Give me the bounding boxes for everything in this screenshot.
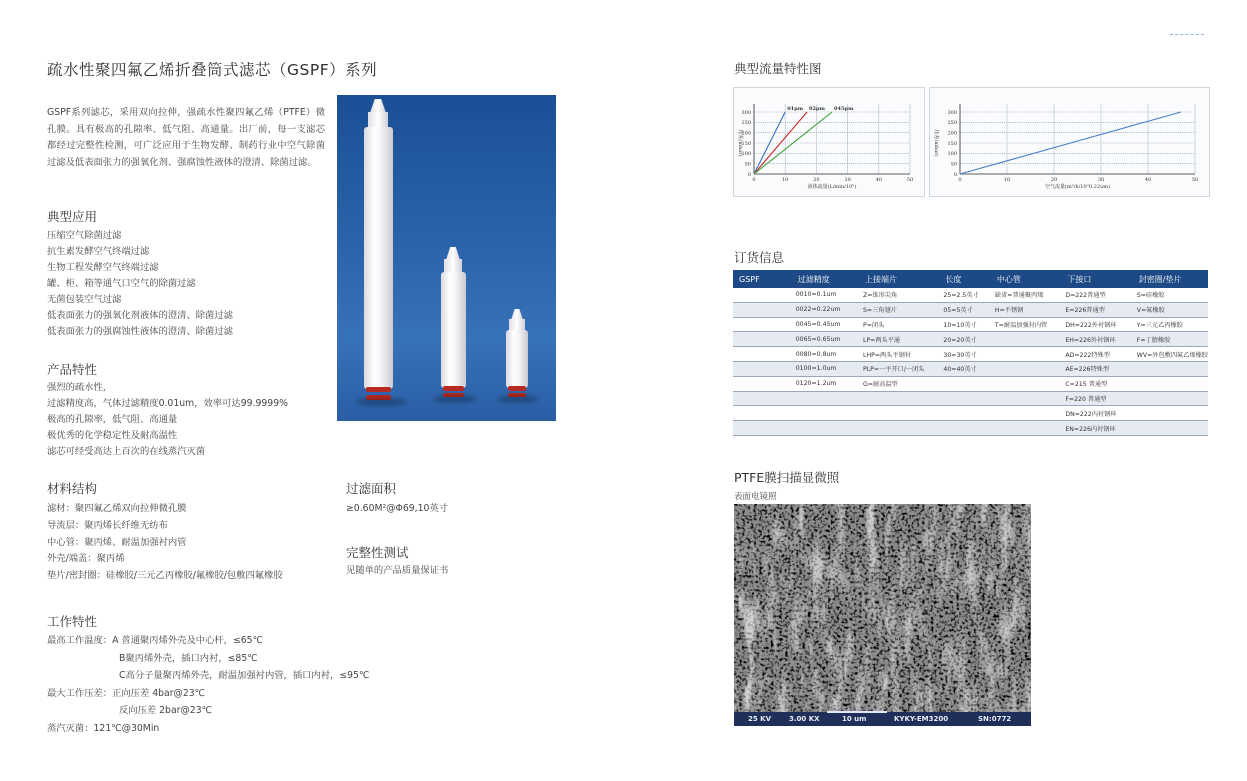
table-cell bbox=[991, 391, 1061, 406]
y-tick-label: 0 bbox=[953, 171, 957, 178]
table-cell bbox=[991, 421, 1061, 436]
x-tick-label: 50 bbox=[906, 177, 914, 183]
table-cell: 25=2.5英寸 bbox=[939, 288, 991, 302]
order-table-header bbox=[733, 270, 1208, 288]
table-cell bbox=[733, 288, 792, 302]
table-cell bbox=[733, 376, 792, 391]
table-cell: 0022=0.22um bbox=[792, 302, 859, 317]
table-cell: 10=10英寸 bbox=[939, 317, 991, 332]
list-item: C高分子量聚丙烯外壳，耐温加强衬内管，插口内衬，≤95℃ bbox=[119, 670, 370, 681]
table-cell bbox=[939, 391, 991, 406]
table-row bbox=[733, 376, 1208, 391]
table-cell bbox=[792, 391, 859, 406]
table-cell: 0080=0.8um bbox=[792, 347, 859, 362]
product-photo bbox=[337, 95, 556, 421]
list-item: 外壳/端盖：聚丙烯 bbox=[47, 553, 125, 565]
table-cell bbox=[733, 361, 792, 376]
table-cell: 05=5英寸 bbox=[939, 302, 991, 317]
table-row bbox=[733, 332, 1208, 347]
column-header: 中心管 bbox=[991, 270, 1061, 288]
table-cell bbox=[939, 421, 991, 436]
liquid-flow-chart-svg bbox=[734, 88, 924, 196]
table-cell: AE=226特殊型 bbox=[1061, 361, 1132, 376]
table-cell: T=耐温加强衬内管 bbox=[991, 317, 1061, 332]
table-cell: 0065=0.65um bbox=[792, 332, 859, 347]
x-tick-label: 30 bbox=[844, 177, 851, 183]
table-cell bbox=[792, 421, 859, 436]
integrity-heading: 完整性测试 bbox=[346, 545, 409, 560]
table-cell bbox=[733, 391, 792, 406]
x-tick-label: 40 bbox=[875, 177, 882, 183]
table-cell: Y=三元乙丙橡胶 bbox=[1133, 317, 1208, 332]
y-tick-label: 300 bbox=[741, 109, 751, 116]
table-cell bbox=[1133, 376, 1208, 391]
x-tick-label: 40 bbox=[1144, 177, 1152, 183]
table-cell: C=215 普通型 bbox=[1061, 376, 1132, 391]
list-item: 反向压差 2bar@23℃ bbox=[119, 705, 213, 716]
column-header: 过滤精度 bbox=[792, 270, 859, 288]
y-tick-label: 50 bbox=[744, 161, 751, 168]
y-tick-label: 150 bbox=[947, 140, 957, 147]
table-cell bbox=[991, 376, 1061, 391]
flow-heading: 典型流量特性图 bbox=[734, 61, 822, 76]
sem-texture bbox=[734, 504, 1031, 712]
page-title: 疏水性聚四氟乙烯折叠筒式滤芯（GSPF）系列 bbox=[47, 61, 378, 79]
integrity-value: 见随单的产品质量保证书 bbox=[346, 565, 449, 576]
x-tick-label: 20 bbox=[1050, 177, 1058, 183]
applications-heading: 典型应用 bbox=[47, 209, 98, 224]
list-item: 极高的孔隙率，低气阻、高通量 bbox=[47, 414, 178, 425]
large-cartridge bbox=[364, 127, 393, 389]
y-tick-label: 250 bbox=[947, 120, 957, 127]
list-item: 低表面张力的强氧化剂液体的澄清、除菌过滤 bbox=[47, 310, 233, 321]
filter-area-value: ≥0.60M²@Φ69,10英寸 bbox=[346, 503, 449, 514]
y-tick-label: 200 bbox=[741, 130, 751, 137]
column-header: 封密圈/垫片 bbox=[1133, 270, 1208, 288]
small-cartridge bbox=[506, 330, 528, 388]
table-cell: 0120=1.2um bbox=[792, 376, 859, 391]
table-row bbox=[733, 421, 1208, 436]
y-tick-label: 100 bbox=[741, 151, 751, 158]
table-cell bbox=[1133, 361, 1208, 376]
features-list bbox=[47, 380, 288, 460]
y-tick-label: 0 bbox=[747, 171, 751, 178]
table-cell: 20=20英寸 bbox=[939, 332, 991, 347]
list-item: 抗生素发酵空气终端过滤 bbox=[47, 246, 150, 257]
table-cell bbox=[733, 421, 792, 436]
table-cell: EH=226外衬钢环 bbox=[1061, 332, 1132, 347]
table-cell bbox=[733, 347, 792, 362]
list-item: 罐、柜、箱等通气口空气的除菌过滤 bbox=[47, 278, 196, 289]
air-flow-chart bbox=[929, 87, 1210, 197]
table-cell: 0100=1.0um bbox=[792, 361, 859, 376]
list-item: 最大工作压差：正向压差 4bar@23℃ bbox=[47, 687, 206, 699]
working-heading: 工作特性 bbox=[47, 614, 98, 629]
list-item: 生物工程发酵空气终端过滤 bbox=[47, 262, 159, 273]
list-item: 中心管：聚丙烯、耐温加强衬内管 bbox=[47, 536, 187, 548]
list-item: B聚丙烯外壳，插口内衬，≤85℃ bbox=[119, 652, 258, 664]
intro-paragraph: GSPF系列滤芯，采用双向拉伸，强疏水性聚四氟乙烯（PTFE）微孔膜。具有极高的孔隙率、低气阻、高通量。出厂前，每一支滤芯都经过完整性检测，可广泛应用于生物发酵、制药行业中空气除菌过滤及低表面张力的强氧化剂、强腐蚀性液体的澄清、除菌过滤。 bbox=[47, 107, 325, 168]
y-tick-label: 50 bbox=[950, 161, 957, 168]
table-cell: G=耐高温型 bbox=[859, 376, 939, 391]
x-tick-label: 10 bbox=[782, 177, 789, 183]
table-cell bbox=[733, 332, 792, 347]
sem-scale: 10 um bbox=[842, 715, 867, 723]
list-item: 垫片/密封圈：硅橡胶/三元乙丙橡胶/氟橡胶/包敷四氟橡胶 bbox=[47, 570, 283, 582]
table-cell bbox=[1133, 406, 1208, 421]
list-item: 强烈的疏水性， bbox=[47, 382, 113, 393]
table-cell bbox=[859, 391, 939, 406]
table-cell: WV=外包敷四氟乙烯橡胶 bbox=[1133, 347, 1208, 362]
sem-serial: SN:0772 bbox=[978, 715, 1012, 723]
list-item: 极优秀的化学稳定性及耐高温性 bbox=[47, 430, 178, 441]
table-cell: LHP=两头平钢衬 bbox=[859, 347, 939, 362]
sem-model: KYKY-EM3200 bbox=[894, 715, 949, 723]
x-tick-label: 10 bbox=[1003, 177, 1011, 183]
table-cell bbox=[991, 347, 1061, 362]
materials-list bbox=[47, 501, 283, 585]
sem-magnification: 3.00 KX bbox=[789, 715, 820, 723]
table-cell: 40=40英寸 bbox=[939, 361, 991, 376]
table-cell bbox=[1133, 421, 1208, 436]
table-cell bbox=[859, 406, 939, 421]
table-cell: DH=222外衬钢环 bbox=[1061, 317, 1132, 332]
sem-scale-bar bbox=[827, 711, 887, 713]
medium-cartridge bbox=[441, 272, 466, 388]
list-item: 滤材：聚四氟乙烯双向拉伸微孔膜 bbox=[47, 503, 187, 514]
table-cell bbox=[733, 302, 792, 317]
table-cell: LP=两头平通 bbox=[859, 332, 939, 347]
series-label: 045μm bbox=[834, 106, 854, 112]
table-cell bbox=[792, 406, 859, 421]
column-header: 长度 bbox=[939, 270, 991, 288]
table-row bbox=[733, 361, 1208, 376]
table-cell: S=三角翅片 bbox=[859, 302, 939, 317]
series-label: 02μm bbox=[809, 106, 825, 112]
y-tick-label: 100 bbox=[947, 151, 957, 158]
table-cell: EN=226内衬钢环 bbox=[1061, 421, 1132, 436]
table-row bbox=[733, 391, 1208, 406]
table-cell bbox=[859, 421, 939, 436]
table-cell: F=丁腈橡胶 bbox=[1133, 332, 1208, 347]
sem-kv: 25 KV bbox=[748, 715, 772, 723]
table-row bbox=[733, 288, 1208, 302]
series-label: 01μm bbox=[787, 106, 804, 112]
table-cell: 30=30英寸 bbox=[939, 347, 991, 362]
list-item: 蒸汽灭菌：121℃@30Min bbox=[47, 722, 160, 734]
x-axis-label: 液体流量(L/min/10") bbox=[807, 184, 857, 190]
materials-heading: 材料结构 bbox=[47, 481, 98, 496]
table-row bbox=[733, 317, 1208, 332]
column-header: GSPF bbox=[733, 270, 792, 288]
table-cell: V=氟橡胶 bbox=[1133, 302, 1208, 317]
table-cell: 缺省=普通聚丙烯 bbox=[991, 288, 1061, 302]
list-item: 压缩空气除菌过滤 bbox=[47, 230, 122, 241]
table-cell: P=闭头 bbox=[859, 317, 939, 332]
column-header: 上接端片 bbox=[859, 270, 939, 288]
table-cell bbox=[939, 376, 991, 391]
order-heading: 订货信息 bbox=[734, 250, 785, 265]
table-cell: AD=222特殊型 bbox=[1061, 347, 1132, 362]
table-cell bbox=[733, 406, 792, 421]
table-cell bbox=[991, 406, 1061, 421]
table-cell bbox=[939, 406, 991, 421]
table-row bbox=[733, 406, 1208, 421]
table-cell: 0010=0.1um bbox=[792, 288, 859, 302]
air-flow-chart-svg bbox=[930, 88, 1209, 196]
x-tick-label: 20 bbox=[813, 177, 820, 183]
column-header: 下接口 bbox=[1061, 270, 1132, 288]
list-item: 最高工作温度：A 普通聚丙烯外壳及中心杆，≤65℃ bbox=[47, 635, 264, 646]
x-axis-label: 空气流量(m³/h/10"0.22um) bbox=[1045, 184, 1110, 190]
features-heading: 产品特性 bbox=[47, 362, 98, 377]
x-tick-label: 0 bbox=[958, 177, 962, 183]
x-tick-label: 0 bbox=[752, 177, 756, 183]
y-tick-label: 250 bbox=[741, 120, 751, 127]
sem-info-bar bbox=[734, 712, 1031, 726]
table-cell: S=硅橡胶 bbox=[1133, 288, 1208, 302]
sem-subheading: 表面电镜照 bbox=[734, 492, 777, 502]
table-cell: E=226普通型 bbox=[1061, 302, 1132, 317]
applications-list bbox=[47, 228, 233, 340]
table-cell bbox=[991, 332, 1061, 347]
y-tick-label: 300 bbox=[947, 109, 957, 116]
liquid-flow-chart bbox=[733, 87, 925, 197]
table-cell: 0045=0.45um bbox=[792, 317, 859, 332]
filter-area-heading: 过滤面积 bbox=[346, 481, 397, 496]
order-table bbox=[733, 270, 1208, 436]
y-axis-label: 压差(mbar) bbox=[737, 129, 743, 157]
table-cell bbox=[733, 317, 792, 332]
y-axis-label: 压差(mbar) bbox=[933, 129, 939, 157]
y-tick-label: 200 bbox=[947, 130, 957, 137]
list-item: 过滤精度高，气体过滤精度0.01um，效率可达99.9999% bbox=[47, 398, 288, 409]
y-tick-label: 150 bbox=[741, 140, 751, 147]
table-row bbox=[733, 302, 1208, 317]
table-cell: H=不锈钢 bbox=[991, 302, 1061, 317]
table-cell bbox=[1133, 391, 1208, 406]
x-tick-label: 30 bbox=[1097, 177, 1105, 183]
list-item: 低表面张力的强腐蚀性液体的澄清、除菌过滤 bbox=[47, 326, 233, 337]
table-cell: DN=222内衬钢环 bbox=[1061, 406, 1132, 421]
table-cell bbox=[991, 361, 1061, 376]
x-tick-label: 50 bbox=[1191, 177, 1199, 183]
working-list bbox=[47, 632, 369, 737]
sem-heading: PTFE膜扫描显微照 bbox=[734, 470, 840, 485]
table-cell: Z=锥形尖角 bbox=[859, 288, 939, 302]
table-cell: PLP=一平开口/一闭头 bbox=[859, 361, 939, 376]
list-item: 导流层：聚丙烯长纤维无纺布 bbox=[47, 519, 168, 531]
sem-micrograph bbox=[734, 504, 1031, 726]
list-item: 滤芯可经受高达上百次的在线蒸汽灭菌 bbox=[47, 446, 206, 457]
table-cell: D=222普通型 bbox=[1061, 288, 1132, 302]
corner-mark bbox=[1170, 34, 1204, 35]
table-row bbox=[733, 347, 1208, 362]
table-cell: F=220 普通型 bbox=[1061, 391, 1132, 406]
list-item: 无菌包装空气过滤 bbox=[47, 294, 122, 305]
